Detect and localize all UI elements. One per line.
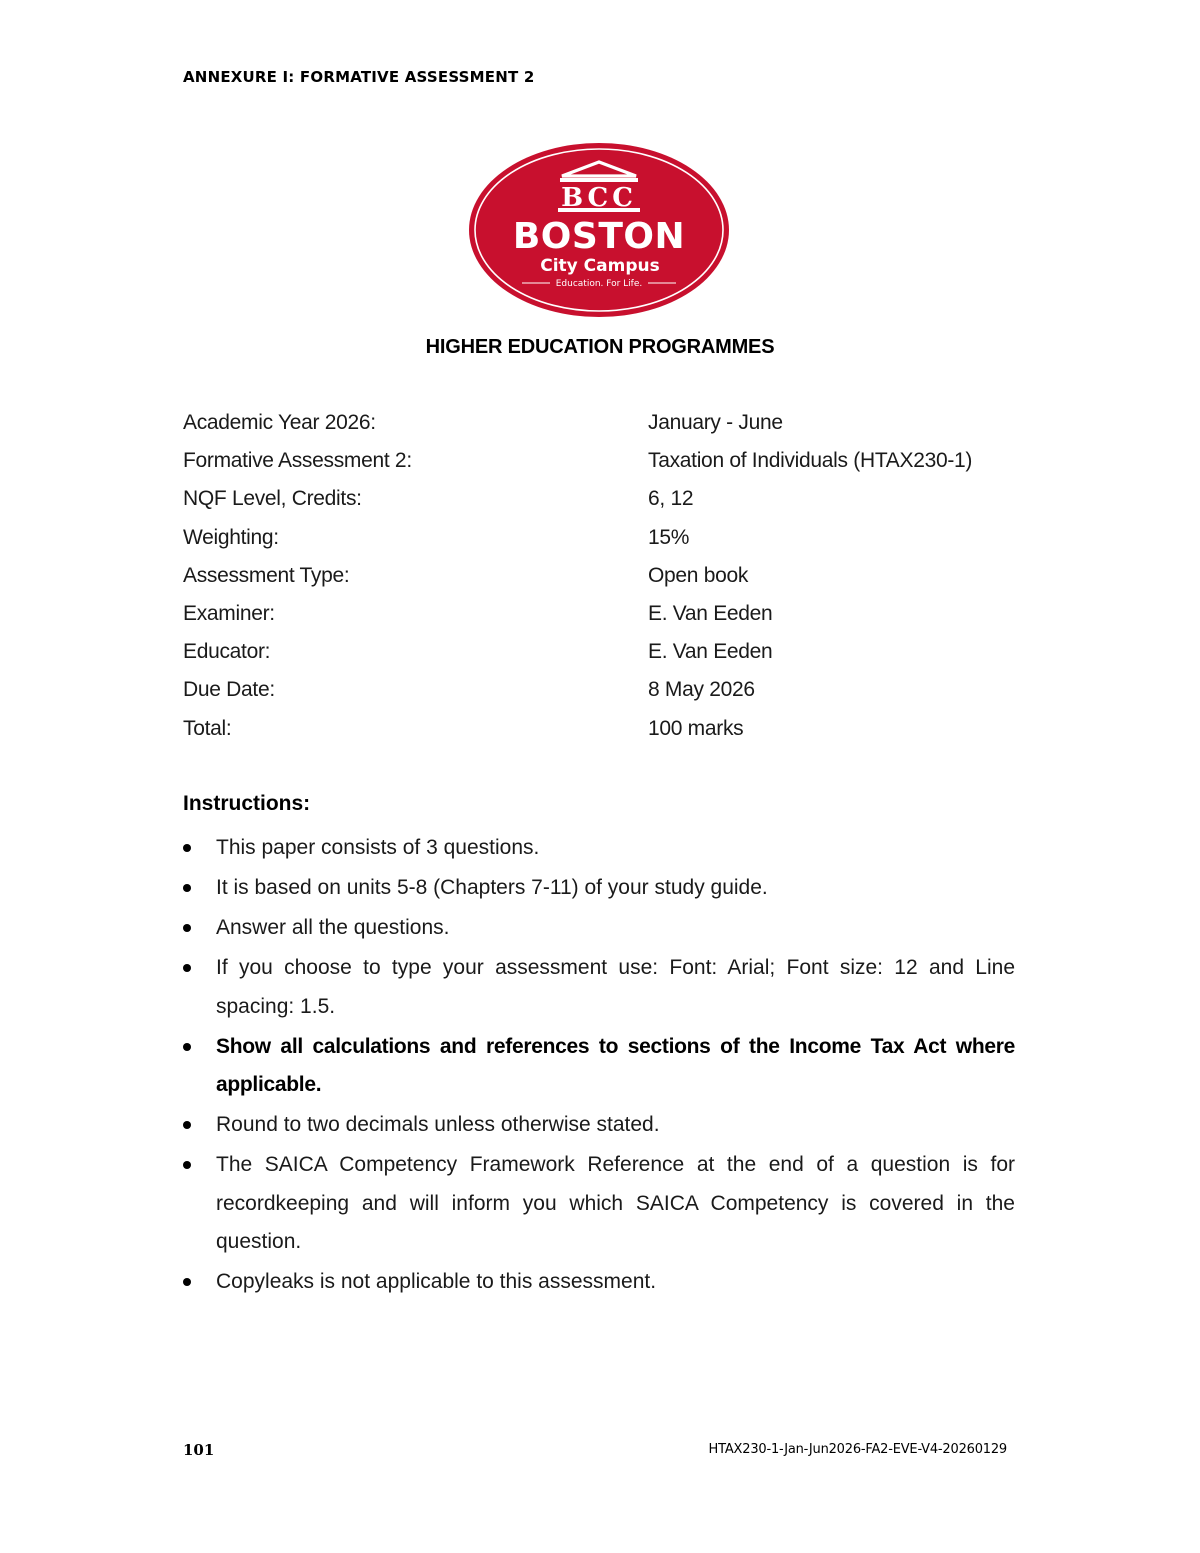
bullet-icon [183,924,191,932]
bullet-icon [183,1121,191,1129]
detail-row [183,443,1023,481]
detail-label: Academic Year 2026: [183,411,376,434]
instructions-list [183,829,1015,1303]
detail-label: Due Date: [183,678,275,702]
logo-monogram: BCC [561,183,637,213]
instruction-item [183,949,1015,1026]
detail-row [183,596,1023,634]
detail-label: NQF Level, Credits: [183,487,362,511]
instruction-item [183,1146,1015,1262]
bullet-icon [183,964,191,972]
instruction-text: It is based on units 5-8 (Chapters 7-11) of your study guide. [216,876,768,899]
instruction-item [183,829,1015,868]
detail-label: Weighting: [183,525,279,549]
logo-subname: City Campus [540,256,660,276]
detail-label: Educator: [183,640,271,664]
detail-label: Examiner: [183,601,275,625]
detail-value: E. Van Eeden [648,601,773,625]
detail-value: January - June [648,411,783,434]
logo-tagline: Education. For Life. [555,279,643,289]
boston-city-campus-logo [466,140,732,320]
logo-name: BOSTON [512,216,686,257]
detail-value: Taxation of Individuals (HTAX230-1) [648,449,973,473]
instruction-text: Show all calculations and references to sections of the Income Tax Act where applicable. [216,1034,1015,1096]
instruction-item [183,1106,1015,1145]
instructions-heading: Instructions: [183,792,311,815]
bullet-icon [183,1278,191,1286]
detail-row [183,520,1023,558]
detail-label: Assessment Type: [183,563,350,587]
detail-label: Total: [183,716,232,740]
detail-value: Open book [648,563,749,587]
instruction-text: Answer all the questions. [216,916,450,939]
bullet-icon [183,1161,191,1169]
instruction-text: The SAICA Competency Framework Reference at the end of a question is for recordkeeping and will inform you which SAICA Competency is covered in the question. [216,1153,1015,1253]
detail-row [183,634,1023,672]
detail-row [183,405,1023,443]
detail-row [183,672,1023,710]
detail-value: E. Van Eeden [648,640,773,664]
page-number: 101 [183,1441,215,1459]
instruction-item [183,1263,1015,1302]
instruction-text: If you choose to type your assessment use: Font: Arial; Font size: 12 and Line spacing: 1.5. [216,956,1015,1018]
detail-value: 15% [648,525,690,549]
instruction-text: This paper consists of 3 questions. [216,836,540,859]
logo-graphic [466,140,732,320]
detail-label: Formative Assessment 2: [183,449,412,473]
detail-value: 100 marks [648,716,744,740]
running-header: ANNEXURE I: FORMATIVE ASSESSMENT 2 [183,68,535,86]
detail-value: 8 May 2026 [648,678,755,702]
detail-row [183,711,1023,749]
instruction-text: Copyleaks is not applicable to this assessment. [216,1270,657,1293]
instruction-item [183,909,1015,948]
instruction-text: Round to two decimals unless otherwise stated. [216,1113,660,1136]
programmes-title: HIGHER EDUCATION PROGRAMMES [425,336,775,358]
bullet-icon [183,844,191,852]
document-code: HTAX230-1-Jan-Jun2026-FA2-EVE-V4-20260129 [708,1442,1007,1457]
bullet-icon [183,884,191,892]
instruction-item [183,869,1015,908]
detail-row [183,481,1023,519]
assessment-details [183,405,1023,749]
detail-value: 6, 12 [648,487,694,511]
instruction-item-emphasis [183,1028,1015,1105]
detail-row [183,558,1023,596]
bullet-icon [183,1043,191,1051]
